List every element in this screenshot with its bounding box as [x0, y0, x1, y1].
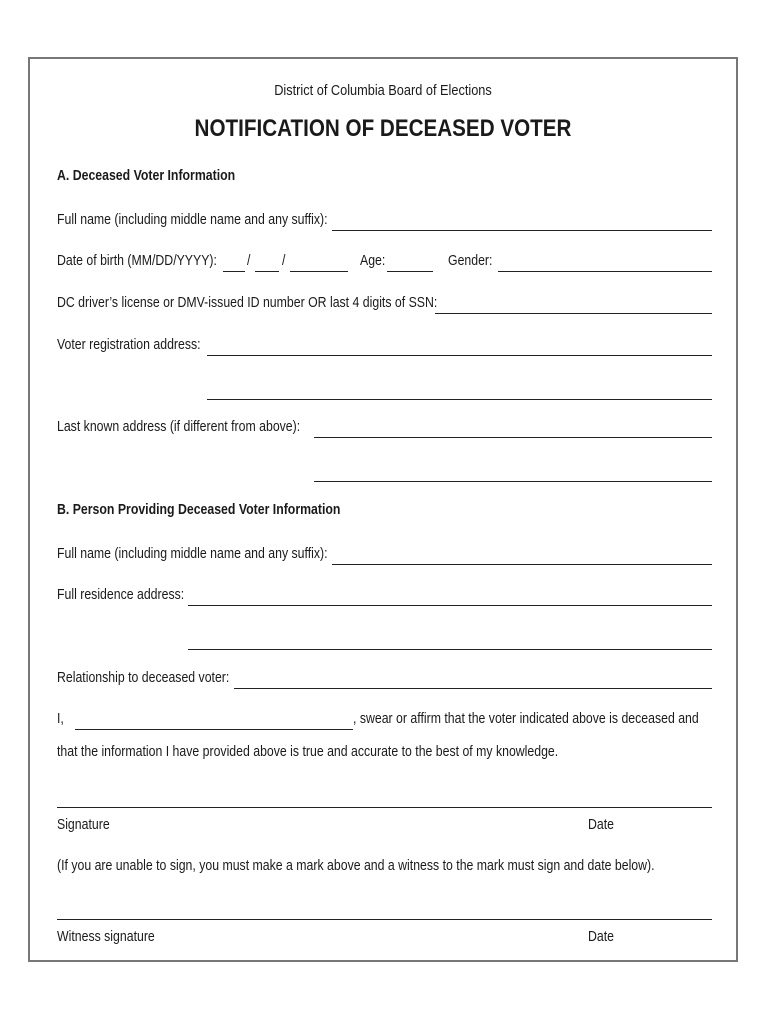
registration-address-field-line-2[interactable] [207, 399, 712, 400]
residence-address-label: Full residence address: [57, 586, 185, 603]
witness-signature-label: Witness signature [57, 928, 155, 945]
witness-signature-line[interactable] [57, 919, 712, 920]
form-page [28, 57, 738, 962]
dob-separator-1: / [247, 252, 251, 269]
last-known-address-label: Last known address (if different from above): [57, 418, 301, 435]
affirm-text-line-1: , swear or affirm that the voter indicated above is deceased and [353, 710, 699, 727]
last-known-address-field-line-2[interactable] [314, 481, 712, 482]
form-title: NOTIFICATION OF DECEASED VOTER [194, 115, 572, 142]
section-b-heading: B. Person Providing Deceased Voter Information [57, 501, 341, 518]
registration-address-label: Voter registration address: [57, 336, 201, 353]
affirm-name-field[interactable] [75, 729, 353, 730]
provider-full-name-field[interactable] [332, 564, 712, 565]
relationship-label: Relationship to deceased voter: [57, 669, 230, 686]
section-a-heading: A. Deceased Voter Information [57, 167, 236, 184]
dob-separator-2: / [282, 252, 286, 269]
id-number-label: DC driver’s license or DMV-issued ID number OR last 4 digits of SSN: [57, 294, 438, 311]
affirm-text-line-2: that the information I have provided above is true and accurate to the best of my knowledge. [57, 743, 559, 760]
signature-label: Signature [57, 816, 110, 833]
dob-month-field[interactable] [223, 271, 245, 272]
deceased-full-name-label: Full name (including middle name and any suffix): [57, 211, 328, 228]
gender-field[interactable] [498, 271, 712, 272]
mark-instruction: (If you are unable to sign, you must make a mark above and a witness to the mark must sign and date below). [57, 857, 655, 874]
id-number-field[interactable] [435, 313, 712, 314]
dob-day-field[interactable] [255, 271, 279, 272]
deceased-full-name-field[interactable] [332, 230, 712, 231]
witness-date-label: Date [588, 928, 614, 945]
agency-name: District of Columbia Board of Elections [274, 82, 492, 99]
age-label: Age: [360, 252, 386, 269]
last-known-address-field-line-1[interactable] [314, 437, 712, 438]
provider-full-name-label: Full name (including middle name and any suffix): [57, 545, 328, 562]
residence-address-field-line-2[interactable] [188, 649, 712, 650]
age-field[interactable] [387, 271, 433, 272]
signature-date-label: Date [588, 816, 614, 833]
dob-year-field[interactable] [290, 271, 348, 272]
gender-label: Gender: [448, 252, 493, 269]
relationship-field[interactable] [234, 688, 712, 689]
signature-line[interactable] [57, 807, 712, 808]
affirm-prefix: I, [57, 710, 64, 727]
dob-label: Date of birth (MM/DD/YYYY): [57, 252, 217, 269]
registration-address-field-line-1[interactable] [207, 355, 712, 356]
residence-address-field-line-1[interactable] [188, 605, 712, 606]
